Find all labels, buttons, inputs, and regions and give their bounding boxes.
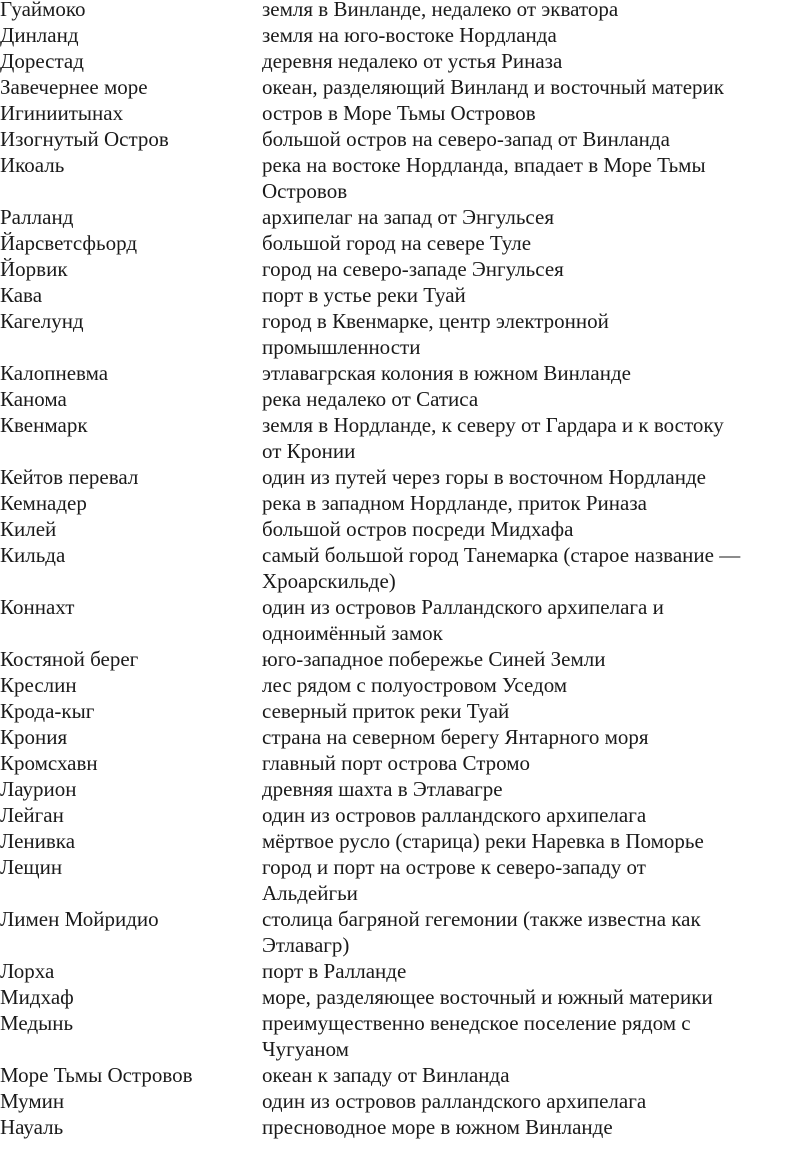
glossary-definition — [262, 854, 790, 906]
glossary-entry — [0, 1088, 790, 1114]
glossary-definition — [262, 828, 790, 854]
glossary-definition — [262, 1062, 790, 1088]
glossary-definition — [262, 672, 790, 698]
glossary-term: Костяной берег — [0, 647, 139, 671]
definition-line: северный приток реки Туай — [262, 699, 510, 723]
glossary-term: Кильда — [0, 543, 66, 567]
glossary-entry — [0, 100, 790, 126]
glossary-entry — [0, 48, 790, 74]
glossary-definition — [262, 308, 790, 360]
definition-line: город и порт на острове к северо-западу от — [262, 855, 646, 879]
definition-line: порт в Ралланде — [262, 959, 407, 983]
glossary-term: Ралланд — [0, 205, 74, 229]
definition-line: страна на северном берегу Янтарного моря — [262, 725, 649, 749]
glossary-definition — [262, 412, 790, 464]
definition-line: один из островов Ралландского архипелага и — [262, 595, 664, 619]
glossary-entry — [0, 282, 790, 308]
glossary-entry — [0, 126, 790, 152]
glossary-term: Кагелунд — [0, 309, 84, 333]
definition-line: Хроарскильде) — [262, 569, 396, 593]
definition-line: древняя шахта в Этлавагре — [262, 777, 503, 801]
glossary-entry — [0, 802, 790, 828]
glossary-definition — [262, 724, 790, 750]
definition-line: река на востоке Нордланда, впадает в Море Тьмы — [262, 153, 706, 177]
definition-line: море, разделяющее восточный и южный материки — [262, 985, 713, 1009]
glossary-term: Лорха — [0, 959, 55, 983]
glossary-entry — [0, 74, 790, 100]
glossary-term: Завечернее море — [0, 75, 148, 99]
glossary-entry — [0, 490, 790, 516]
glossary-term: Динланд — [0, 23, 79, 47]
glossary-definition — [262, 386, 790, 412]
definition-line: большой город на севере Туле — [262, 231, 532, 255]
definition-line: мёртвое русло (старица) реки Наревка в Поморье — [262, 829, 704, 853]
glossary-term: Коннахт — [0, 595, 75, 619]
glossary-definition — [262, 230, 790, 256]
glossary-entry — [0, 776, 790, 802]
glossary-term: Мидхаф — [0, 985, 74, 1009]
glossary-term: Лейган — [0, 803, 64, 827]
glossary-term: Йорвик — [0, 257, 68, 281]
glossary-definition — [262, 126, 790, 152]
definition-line: земля в Винланде, недалеко от экватора — [262, 0, 619, 21]
glossary-definition — [262, 1088, 790, 1114]
glossary-entry — [0, 724, 790, 750]
glossary-definition — [262, 282, 790, 308]
glossary-entry — [0, 1114, 790, 1140]
glossary-definition — [262, 594, 790, 646]
definition-line: остров в Море Тьмы Островов — [262, 101, 536, 125]
glossary-definition — [262, 256, 790, 282]
glossary-term: Канома — [0, 387, 67, 411]
glossary-term: Лещин — [0, 855, 63, 879]
glossary-term: Мумин — [0, 1089, 65, 1113]
definition-line: главный порт острова Стромо — [262, 751, 531, 775]
glossary-term: Икоаль — [0, 153, 65, 177]
glossary-entry — [0, 360, 790, 386]
definition-line: река недалеко от Сатиса — [262, 387, 479, 411]
glossary-definition — [262, 958, 790, 984]
glossary-definition — [262, 152, 790, 204]
glossary-entry — [0, 1010, 790, 1062]
glossary-entry — [0, 594, 790, 646]
glossary-term: Дорестад — [0, 49, 84, 73]
definition-line: один из островов ралландского архипелага — [262, 803, 647, 827]
glossary-definition — [262, 464, 790, 490]
definition-line: юго-западное побережье Синей Земли — [262, 647, 606, 671]
definition-line: промышленности — [262, 335, 421, 359]
glossary-entry — [0, 958, 790, 984]
glossary-definition — [262, 22, 790, 48]
definition-line: столица багряной гегемонии (также известна как — [262, 907, 701, 931]
glossary-entry — [0, 230, 790, 256]
glossary-definition — [262, 1114, 790, 1140]
glossary-definition — [262, 542, 790, 594]
definition-line: пресноводное море в южном Винланде — [262, 1115, 613, 1139]
definition-line: океан, разделяющий Винланд и восточный материк — [262, 75, 724, 99]
glossary-term: Кромсхавн — [0, 751, 98, 775]
definition-line: порт в устье реки Туай — [262, 283, 466, 307]
definition-line: океан к западу от Винланда — [262, 1063, 510, 1087]
definition-line: лес рядом с полуостровом Уседом — [262, 673, 568, 697]
glossary-term: Гуаймоко — [0, 0, 86, 21]
glossary-term: Калопневма — [0, 361, 109, 385]
definition-line: Альдейгьи — [262, 881, 358, 905]
glossary-entry — [0, 984, 790, 1010]
glossary-term: Кемнадер — [0, 491, 87, 515]
glossary-definition — [262, 776, 790, 802]
glossary-entry — [0, 1062, 790, 1088]
glossary-entry — [0, 386, 790, 412]
glossary-term: Лимен Мойридио — [0, 907, 159, 931]
glossary-entry — [0, 906, 790, 958]
glossary-entry — [0, 22, 790, 48]
definition-line: один из путей через горы в восточном Нордланде — [262, 465, 706, 489]
glossary-term: Кава — [0, 283, 43, 307]
definition-line: Чугуаном — [262, 1037, 349, 1061]
glossary-entry — [0, 464, 790, 490]
glossary-definition — [262, 490, 790, 516]
definition-line: от Кронии — [262, 439, 356, 463]
glossary-entry — [0, 152, 790, 204]
glossary-definition — [262, 100, 790, 126]
definition-line: земля на юго-востоке Нордланда — [262, 23, 557, 47]
glossary-term: Изогнутый Остров — [0, 127, 169, 151]
glossary-definition — [262, 0, 790, 22]
glossary-entry — [0, 204, 790, 230]
glossary-entry — [0, 750, 790, 776]
glossary-term: Лаурион — [0, 777, 77, 801]
glossary-term: Килей — [0, 517, 57, 541]
glossary-entry — [0, 542, 790, 594]
definition-line: Островов — [262, 179, 348, 203]
glossary-definition — [262, 906, 790, 958]
glossary-term: Крония — [0, 725, 68, 749]
glossary-entry — [0, 672, 790, 698]
glossary-entry — [0, 412, 790, 464]
glossary-definition — [262, 74, 790, 100]
glossary-term: Науаль — [0, 1115, 64, 1139]
glossary-definition — [262, 1010, 790, 1062]
definition-line: самый большой город Танемарка (старое название — — [262, 543, 741, 567]
definition-line: большой остров посреди Мидхафа — [262, 517, 574, 541]
glossary-entry — [0, 308, 790, 360]
glossary-entry — [0, 646, 790, 672]
glossary-term: Медынь — [0, 1011, 74, 1035]
definition-line: этлавагрская колония в южном Винланде — [262, 361, 631, 385]
glossary-definition — [262, 516, 790, 542]
glossary-definition — [262, 984, 790, 1010]
glossary-definition — [262, 698, 790, 724]
glossary-entry — [0, 698, 790, 724]
glossary-term: Игиниитынах — [0, 101, 124, 125]
definition-line: город на северо-западе Энгульсея — [262, 257, 564, 281]
glossary-definition — [262, 204, 790, 230]
definition-line: Этлавагр) — [262, 933, 350, 957]
glossary-term: Крода-кыг — [0, 699, 95, 723]
glossary-definition — [262, 360, 790, 386]
glossary-term: Квенмарк — [0, 413, 88, 437]
glossary-term: Кейтов перевал — [0, 465, 139, 489]
glossary-entry — [0, 828, 790, 854]
glossary-entry — [0, 256, 790, 282]
glossary-definition — [262, 802, 790, 828]
glossary-definition — [262, 48, 790, 74]
glossary-term: Креслин — [0, 673, 77, 697]
glossary-term: Море Тьмы Островов — [0, 1063, 193, 1087]
glossary-term: Ленивка — [0, 829, 76, 853]
glossary-term: Йарсветсфьорд — [0, 231, 138, 255]
glossary-entry — [0, 854, 790, 906]
definition-line: один из островов ралландского архипелага — [262, 1089, 647, 1113]
glossary-entry — [0, 0, 790, 22]
definition-line: река в западном Нордланде, приток Риназа — [262, 491, 647, 515]
definition-line: деревня недалеко от устья Риназа — [262, 49, 563, 73]
definition-line: большой остров на северо-запад от Винланда — [262, 127, 670, 151]
definition-line: преимущественно венедское поселение рядом с — [262, 1011, 691, 1035]
definition-line: земля в Нордланде, к северу от Гардара и к востоку — [262, 413, 724, 437]
definition-line: одноимённый замок — [262, 621, 443, 645]
glossary-definition — [262, 750, 790, 776]
glossary-definition — [262, 646, 790, 672]
definition-line: архипелаг на запад от Энгульсея — [262, 205, 554, 229]
glossary-entry — [0, 516, 790, 542]
definition-line: город в Квенмарке, центр электронной — [262, 309, 609, 333]
